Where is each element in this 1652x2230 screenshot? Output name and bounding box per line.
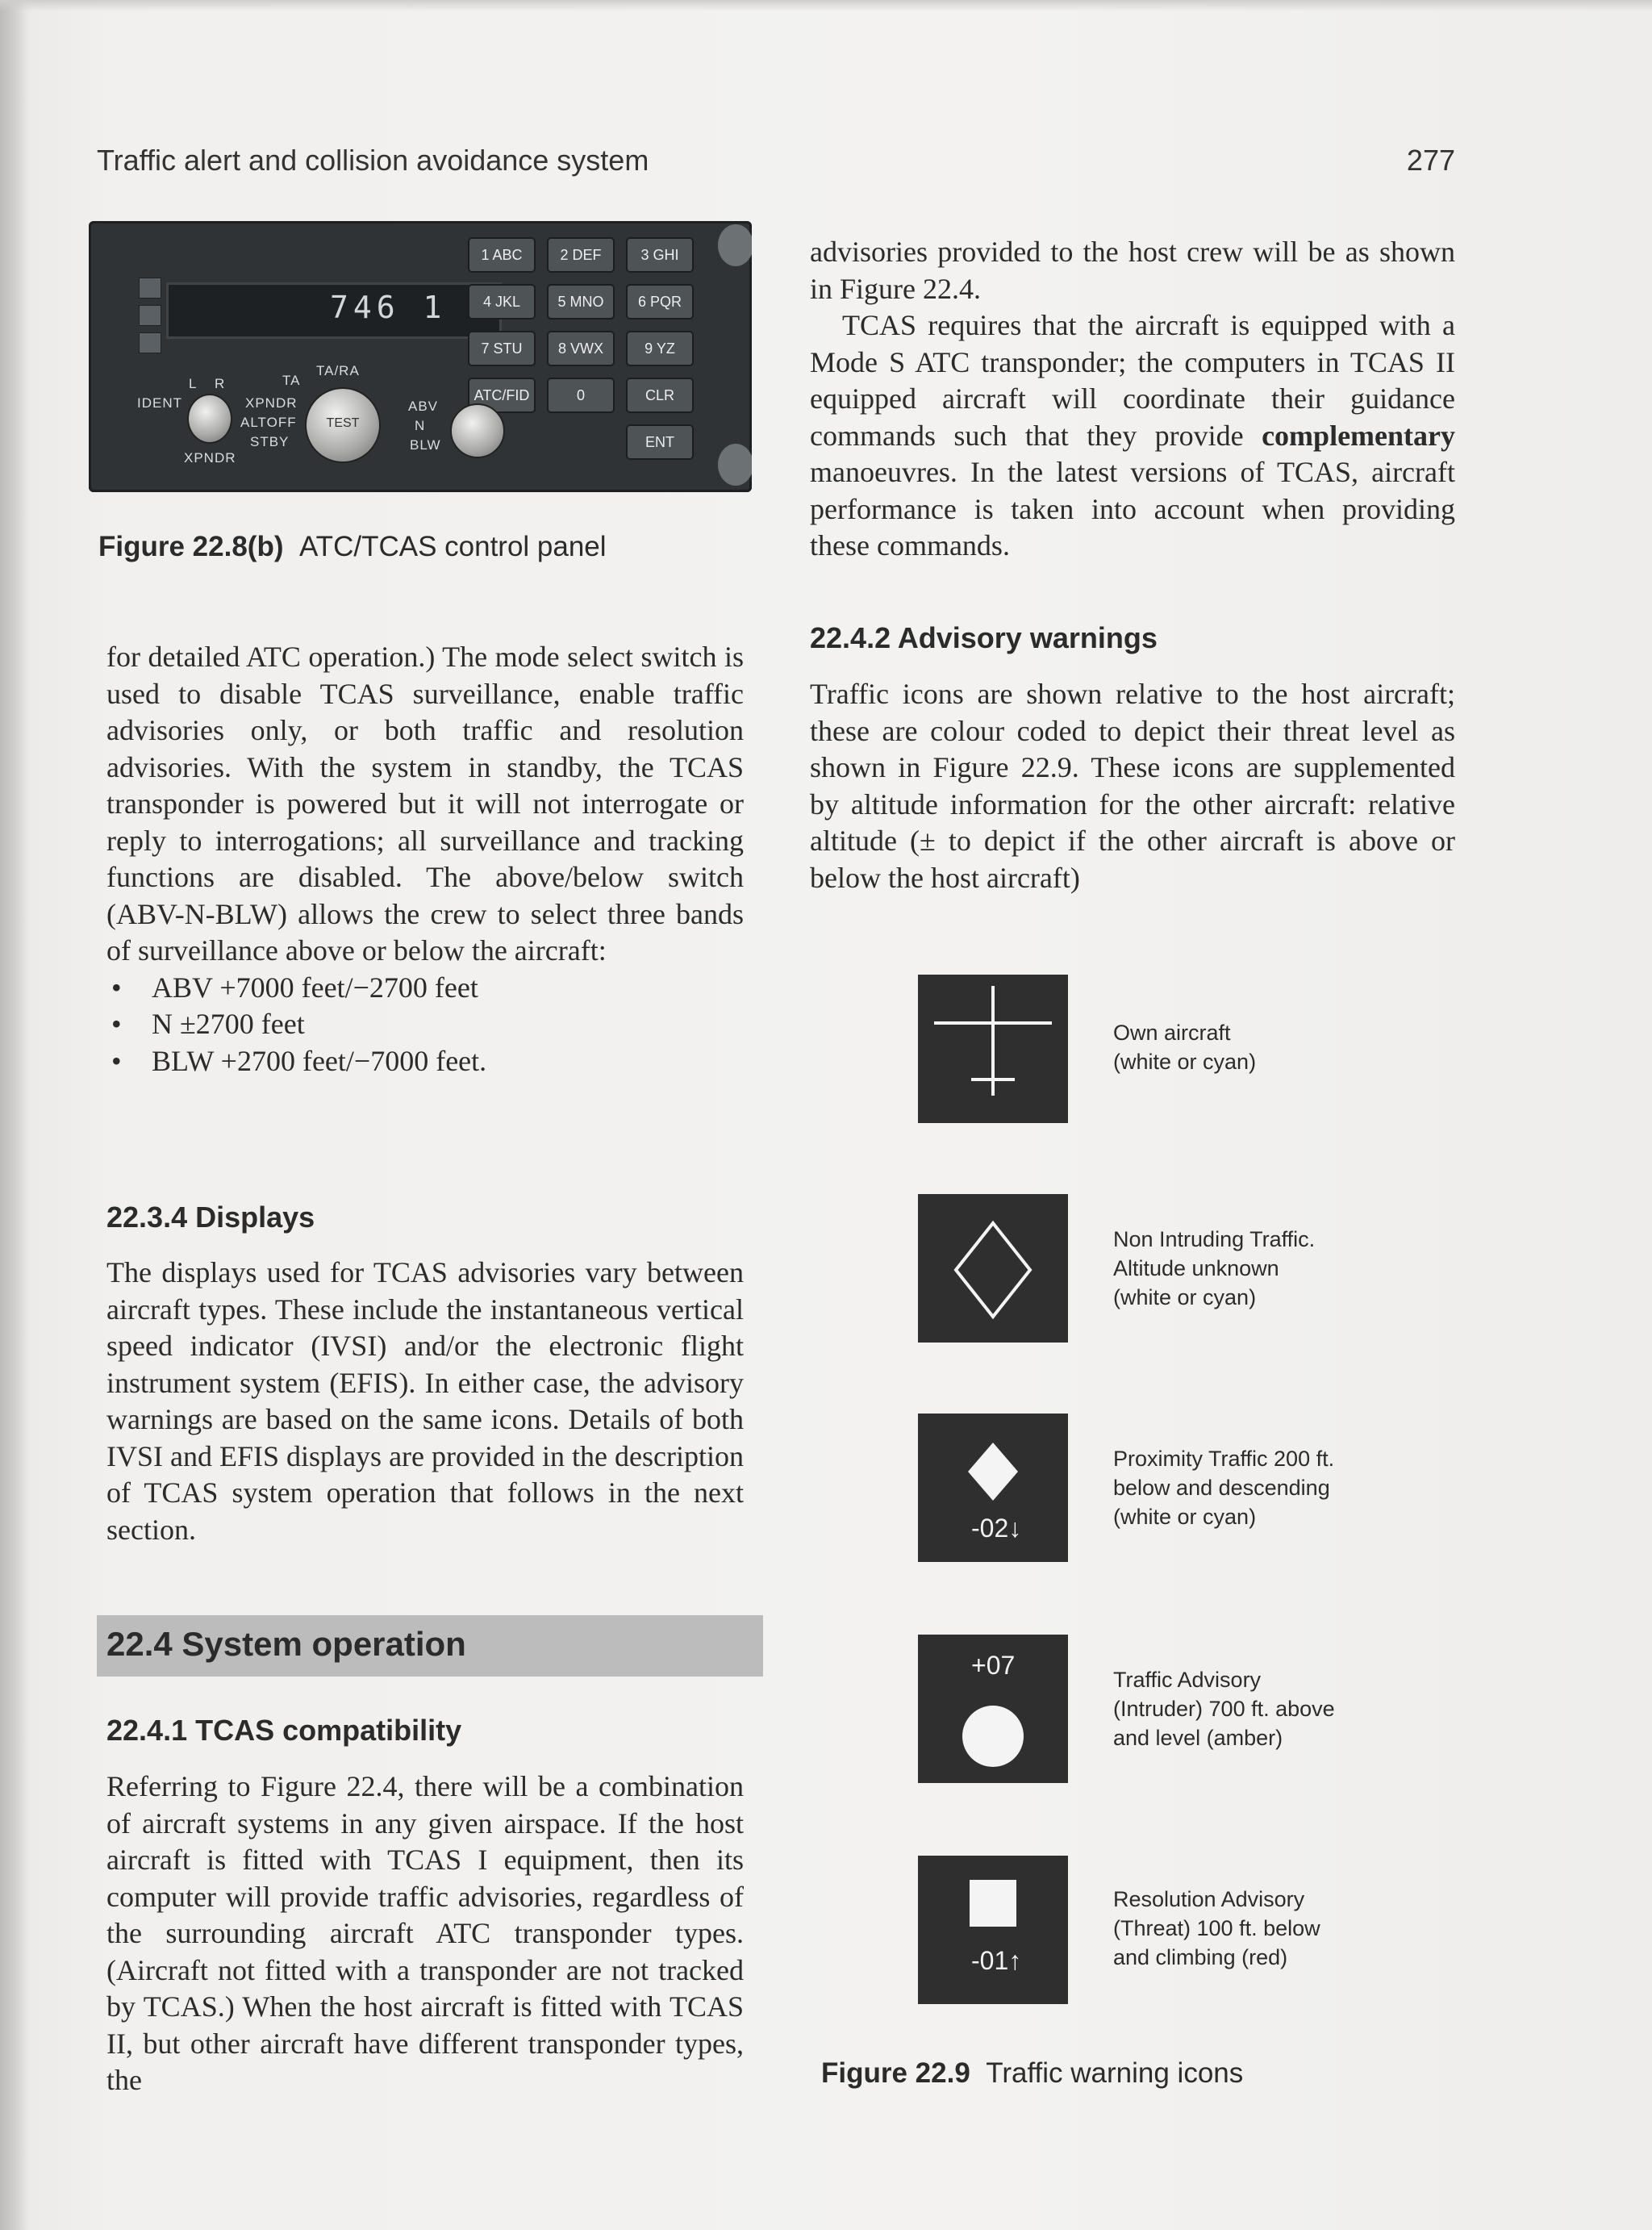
label-line: Own aircraft: [1113, 1021, 1231, 1045]
above-below-knob: [450, 403, 505, 458]
figure-caption-text: ATC/TCAS control panel: [298, 531, 607, 562]
page-edge-shadow: [0, 0, 27, 2230]
n-label: N: [415, 418, 426, 433]
key-1-abc: 1 ABC: [468, 237, 536, 273]
label-line: Altitude unknown: [1113, 1256, 1279, 1280]
figure-number: Figure 22.9: [821, 2057, 970, 2089]
paragraph-start: TCAS requires that the aircraft is equipped with a Mode S ATC transponder; the computers in TCAS II equipped aircraft will coordinate their guidance commands such that they provide: [810, 309, 1455, 452]
traffic-advisory-altitude-text: +07: [971, 1651, 1016, 1680]
heading-system-operation: 22.4 System operation: [106, 1625, 466, 1663]
paragraph: [810, 307, 1455, 565]
test-label: TEST: [326, 416, 360, 430]
figure-22-9-caption: [821, 2057, 1243, 2090]
label-line: Proximity Traffic 200 ft.: [1113, 1447, 1335, 1471]
label-line: (white or cyan): [1113, 1285, 1257, 1309]
right-column-upper: [810, 234, 1455, 565]
xpndr-label: XPNDR: [184, 450, 236, 466]
filled-diamond-icon: [918, 1414, 1068, 1510]
transponder-code: 746 1: [330, 290, 447, 325]
own-aircraft-icon: [918, 975, 1068, 1123]
paragraph: for detailed ATC operation.) The mode select switch is used to disable TCAS surveillance, enable traffic advisories only, or both traffic and resolution advisories. With the system in standby, the TCAS transponder is powered but it will not interrogate or reply to interrogations; all surveillance and tracking functions are disabled. The above/below switch (ABV-N-BLW) allows the crew to select three bands of surveillance above or below the aircraft:: [106, 641, 744, 967]
label-line: (Threat) 100 ft. below: [1113, 1916, 1320, 1940]
key-0: 0: [547, 378, 615, 413]
resolution-altitude-text: -01↑: [971, 1946, 1022, 1975]
heading-advisory-warnings: 22.4.2 Advisory warnings: [810, 621, 1158, 654]
paragraph: Referring to Figure 22.4, there will be a combination of aircraft systems in any given airspace. If the host aircraft is fitted with TCAS I equipment, then its computer will provide traffic advisories, regardless of the surrounding aircraft ATC transponder types. (Aircraft not fitted with a transponder are not tracked by TCAS.) When the host aircraft is fitted with TCAS II, but other aircraft have different transponder types, the: [106, 1770, 744, 2096]
indicator-square: [139, 332, 161, 353]
panel-fastener: [718, 444, 752, 486]
label-line: Traffic Advisory: [1113, 1668, 1262, 1692]
label-line: and level (amber): [1113, 1726, 1283, 1750]
altoff-label: ALTOFF: [240, 415, 297, 430]
figure-22-8b-caption: [98, 531, 607, 563]
left-column-upper: [106, 639, 744, 1080]
traffic-advisory-icon-box: [918, 1635, 1068, 1783]
paragraph: The displays used for TCAS advisories vary between aircraft types. These include the instantaneous vertical speed indicator (IVSI) and/or the electronic flight instrument system (EFIS). In either case, the advisory warnings are based on the same icons. Details of both IVSI and EFIS displays are provided in the description of TCAS system operation that follows in the next section.: [106, 1256, 744, 1546]
traffic-advisory-label: [1113, 1665, 1335, 1752]
label-line: (white or cyan): [1113, 1050, 1257, 1074]
indicator-square: [139, 305, 161, 326]
label-line: Non Intruding Traffic.: [1113, 1227, 1316, 1251]
proximity-label: [1113, 1444, 1334, 1531]
key-4-jkl: 4 JKL: [468, 284, 536, 319]
right-column-advisory: [810, 676, 1455, 896]
list-item: • BLW +2700 feet/−7000 feet.: [152, 1043, 744, 1080]
key-clr: CLR: [626, 378, 694, 413]
left-column-compat: [106, 1769, 744, 2099]
surveillance-band-list: [106, 970, 744, 1080]
indicator-square: [139, 278, 161, 299]
bold-term: complementary: [1262, 419, 1456, 452]
figure-number: Figure 22.8(b): [98, 531, 284, 562]
page-number: 277: [1406, 144, 1455, 177]
ta-ra-label: TA/RA: [316, 363, 360, 378]
key-ent: ENT: [626, 424, 694, 460]
list-item: • N ±2700 feet: [152, 1006, 744, 1043]
label-line: Resolution Advisory: [1113, 1887, 1305, 1911]
resolution-advisory-label: [1113, 1885, 1320, 1972]
filled-square-icon: [918, 1856, 1068, 1952]
list-item: • ABV +7000 feet/−2700 feet: [152, 970, 744, 1007]
transponder-code-display: [166, 282, 502, 339]
ident-label: IDENT: [137, 395, 182, 411]
label-line: (Intruder) 700 ft. above: [1113, 1697, 1335, 1721]
r-label: R: [215, 376, 226, 391]
key-5-mno: 5 MNO: [547, 284, 615, 319]
paragraph-end: manoeuvres. In the latest versions of TCAS, aircraft performance is taken into account when providing these commands.: [810, 456, 1455, 562]
key-8-vwx: 8 VWX: [547, 331, 615, 366]
heading-displays: 22.3.4 Displays: [106, 1201, 315, 1234]
filled-circle-icon: [918, 1635, 1068, 1783]
paragraph: advisories provided to the host crew will be as shown in Figure 22.4.: [810, 236, 1455, 305]
chapter-title: Traffic alert and collision avoidance system: [97, 144, 649, 177]
proximity-icon-box: [918, 1414, 1068, 1562]
xpndr-mode-label: XPNDR: [245, 395, 298, 411]
hollow-diamond-icon: [918, 1194, 1068, 1343]
paragraph: Traffic icons are shown relative to the host aircraft; these are colour coded to depict their threat level as shown in Figure 22.9. These icons are supplemented by altitude information for the other aircraft: relative altitude (± to depict if the other aircraft is above or below the host aircraft): [810, 678, 1455, 894]
page-top-shadow: [0, 0, 1652, 11]
left-column-displays: [106, 1255, 744, 1548]
panel-fastener: [718, 224, 752, 266]
stby-label: STBY: [250, 434, 290, 449]
key-2-def: 2 DEF: [547, 237, 615, 273]
ta-label: TA: [282, 373, 301, 388]
section-heading-bar: [97, 1615, 763, 1677]
proximity-altitude-text: -02↓: [971, 1514, 1022, 1543]
key-7-stu: 7 STU: [468, 331, 536, 366]
label-line: and climbing (red): [1113, 1945, 1288, 1969]
running-head: [97, 144, 1455, 184]
heading-tcas-compatibility: 22.4.1 TCAS compatibility: [106, 1714, 462, 1747]
atc-tcas-control-panel-figure: [89, 221, 752, 492]
key-3-ghi: 3 GHI: [626, 237, 694, 273]
non-intruding-label: [1113, 1225, 1315, 1312]
blw-label: BLW: [410, 437, 441, 453]
key-6-pqr: 6 PQR: [626, 284, 694, 319]
mode-select-knob: [305, 387, 381, 463]
key-atc-fid: ATC/FID: [468, 378, 536, 413]
transponder-select-knob: [187, 394, 232, 444]
key-9-yz: 9 YZ: [626, 331, 694, 366]
abv-label: ABV: [408, 399, 439, 414]
label-line: below and descending: [1113, 1476, 1330, 1500]
l-label: L: [189, 376, 198, 391]
resolution-advisory-icon-box: [918, 1856, 1068, 2004]
label-line: (white or cyan): [1113, 1505, 1257, 1529]
figure-caption-text: Traffic warning icons: [986, 2057, 1244, 2089]
own-aircraft-label: [1113, 1018, 1256, 1076]
own-aircraft-icon-box: [918, 975, 1068, 1123]
non-intruding-icon-box: [918, 1194, 1068, 1343]
